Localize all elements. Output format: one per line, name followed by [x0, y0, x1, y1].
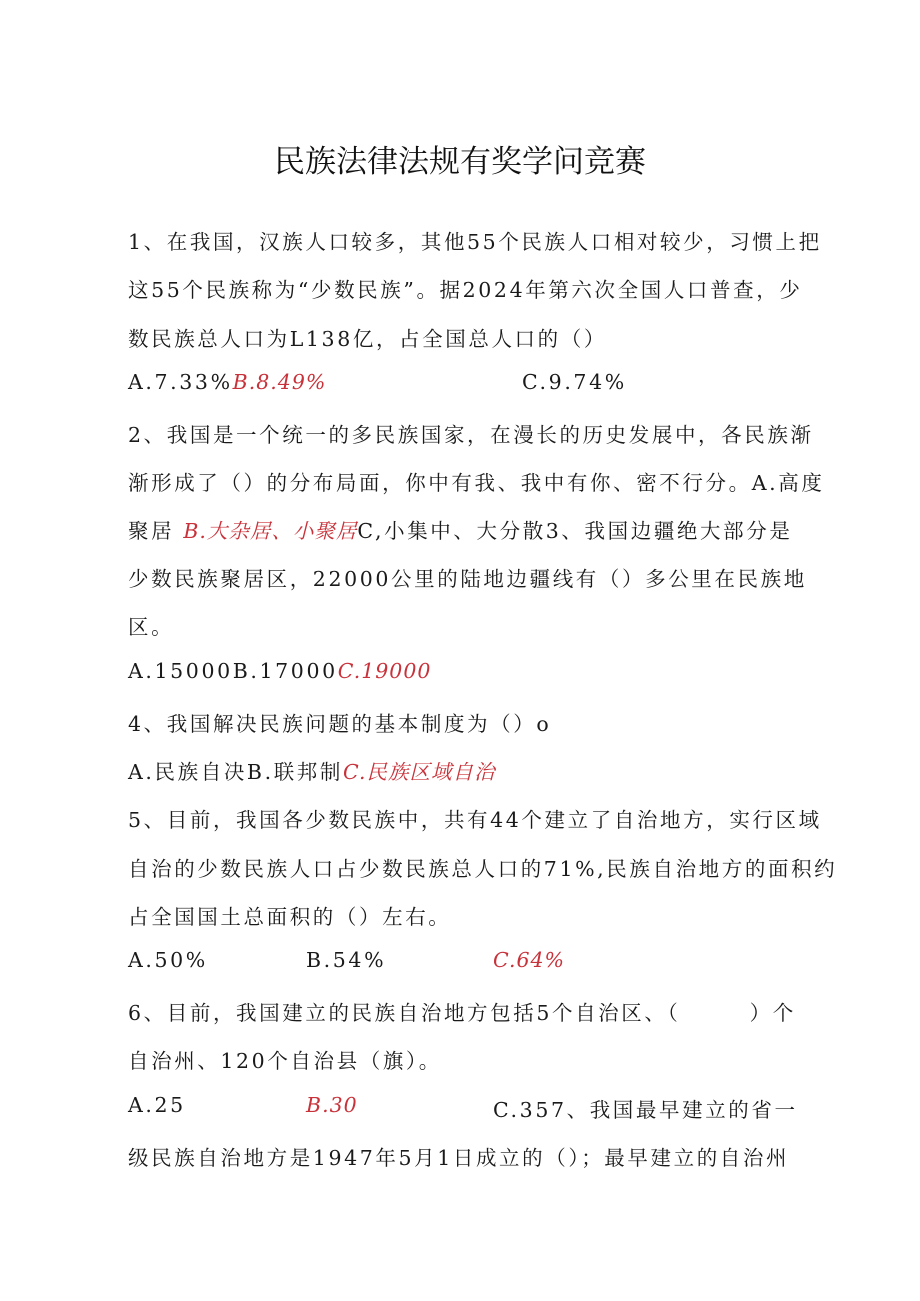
q3-options-ab: A.15000B.17000	[128, 659, 338, 683]
q6-options	[128, 1093, 828, 1122]
q2-line-3-prefix: 聚居	[128, 519, 175, 543]
q3-line-2: 区。	[128, 615, 175, 639]
q1-option-c: C.9.74%	[522, 370, 627, 394]
q3-options	[128, 659, 431, 683]
q1-line-2: 这55个民族称为“少数民族”。据2024年第六次全国人口普查，少	[128, 278, 803, 302]
q6-option-a: A.25	[128, 1093, 186, 1117]
q5-line-1: 5、目前，我国各少数民族中，共有44个建立了自治地方，实行区域	[128, 808, 822, 832]
q2-answer: B.大杂居、小聚居	[183, 519, 358, 543]
q4-options	[128, 755, 496, 785]
q6-line-1: 6、目前，我国建立的民族自治地方包括5个自治区、（ ）个	[128, 1001, 796, 1025]
q3-line-1: 少数民族聚居区，22000公里的陆地边疆线有（）多公里在民族地	[128, 567, 807, 591]
q1-line-1: 1、在我国，汉族人口较多，其他55个民族人口相对较少，习惯上把	[128, 230, 822, 254]
q5-option-a: A.50%	[128, 948, 208, 972]
q5-line-3: 占全国国土总面积的（）左右。	[128, 905, 452, 929]
q2-line-3	[128, 514, 792, 544]
q7-line-1: 级民族自治地方是1947年5月1日成立的（）；最早建立的自治州	[128, 1146, 790, 1170]
q1-option-b-answer: B.8.49%	[232, 370, 327, 394]
q3-option-c-answer: C.19000	[337, 659, 432, 683]
q1-line-3: 数民族总人口为L138亿，占全国总人口的（）	[128, 327, 607, 351]
q6-option-c: C.357、我国最早建立的省一	[493, 1098, 798, 1122]
q5-options	[128, 948, 828, 972]
q4-option-c-answer: C.民族区域自治	[343, 760, 496, 784]
q2-line-2: 渐形成了（）的分布局面，你中有我、我中有你、密不行分。A.高度	[128, 471, 825, 495]
q6-option-b-answer: B.30	[306, 1093, 358, 1117]
q6-line-2: 自治州、120个自治县（旗）。	[128, 1049, 442, 1073]
q2-line-3-suffix: C,小集中、大分散3、我国边疆绝大部分是	[357, 519, 793, 543]
q4-line-1: 4、我国解决民族问题的基本制度为（）o	[128, 712, 552, 736]
q1-options	[128, 370, 627, 394]
page-title: 民族法律法规有奖学问竞赛	[274, 144, 646, 180]
q1-option-a: A.7.33%	[128, 370, 233, 394]
q5-option-b: B.54%	[306, 948, 387, 972]
q2-line-1: 2、我国是一个统一的多民族国家，在漫长的历史发展中，各民族渐	[128, 423, 814, 447]
q4-options-ab: A.民族自决B.联邦制	[128, 760, 344, 784]
q5-line-2: 自治的少数民族人口占少数民族总人口的71%,民族自治地方的面积约	[128, 857, 838, 881]
q5-option-c-answer: C.64%	[493, 948, 566, 972]
